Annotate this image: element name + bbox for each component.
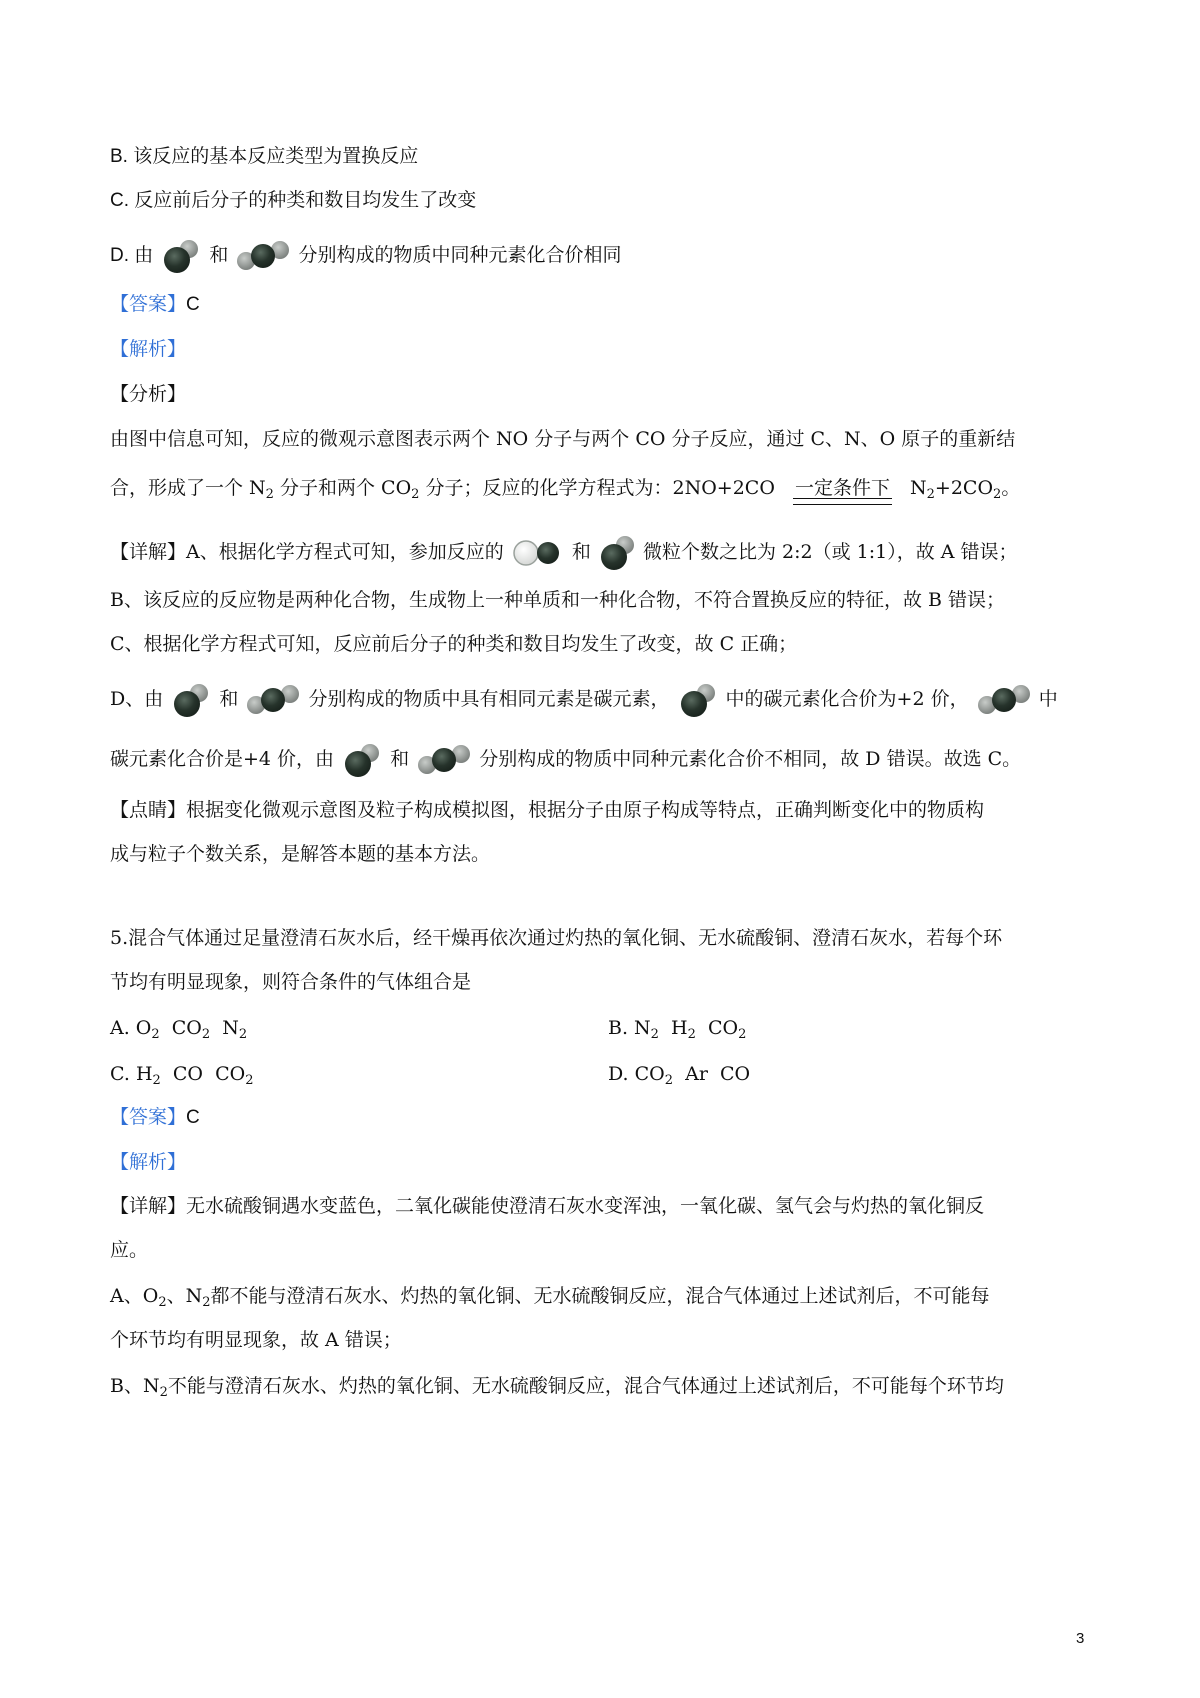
- q5-detail-a-line2: 个环节均有明显现象，故 A 错误；: [110, 1329, 402, 1351]
- q5-option-c: C. $H_2$ CO $CO_2$: [110, 1063, 254, 1088]
- co-molecule-icon: [169, 680, 213, 720]
- co-molecule-icon: [340, 740, 384, 780]
- equation-condition: 一定条件下: [795, 474, 890, 502]
- q4-dianjing-line2: 成与粒子个数关系，是解答本题的基本方法。: [110, 843, 491, 865]
- q4-answer: 【答案】C: [110, 294, 200, 315]
- q5-detail-line1: 【详解】无水硫酸铜遇水变蓝色，二氧化碳能使澄清石灰水变浑浊，一氧化碳、氢气会与灼热的氧化铜反: [110, 1195, 985, 1217]
- q5-stem-line1: 5.混合气体通过足量澄清石灰水后，经干燥再依次通过灼热的氧化铜、无水硫酸铜、澄清石灰水，若每个环: [110, 927, 1003, 949]
- co-molecule-icon: [597, 534, 637, 572]
- co2-molecule-icon: [244, 682, 302, 718]
- q5-answer: 【答案】C: [110, 1107, 200, 1128]
- q4-analysis-tag: 【解析】: [110, 339, 187, 360]
- q5-option-d: D. $CO_2$ Ar CO: [608, 1063, 751, 1088]
- q5-analysis-tag: 【解析】: [110, 1152, 187, 1173]
- q5-detail-b-line1: B、$N_2$不能与澄清石灰水、灼热的氧化铜、无水硫酸铜反应，混合气体通过上述试剂后，不可能每个环节均: [110, 1375, 1004, 1400]
- co-molecule-icon: [159, 236, 203, 276]
- q4-dianjing-line1: 【点睛】根据变化微观示意图及粒子构成模拟图，根据分子由原子构成等特点，正确判断变化中的物质构: [110, 799, 985, 821]
- q4-detail-d-line2: 碳元素化合价是+4 价，由 和 分别构成的物质中同种元素化合价不相同，故 D 错误。故选 C。: [110, 740, 1021, 780]
- q4-detail-b: B、该反应的反应物是两种化合物，生成物上一种单质和一种化合物，不符合置换反应的特征，故 B 错误；: [110, 589, 1006, 611]
- page-number: 3: [1076, 1630, 1085, 1647]
- co2-molecule-icon: [975, 682, 1033, 718]
- q4-fenxi-tag: 【分析】: [110, 383, 187, 405]
- q4-detail-c: C、根据化学方程式可知，反应前后分子的种类和数目均发生了改变，故 C 正确；: [110, 633, 798, 655]
- q4-option-b: B. 该反应的基本反应类型为置换反应: [110, 145, 419, 167]
- co2-molecule-icon: [234, 238, 292, 274]
- q4-option-d: D. 由 和 分别构成的物质中同种元素化合价相同: [110, 236, 622, 276]
- q5-detail-line2: 应。: [110, 1239, 149, 1261]
- q4-detail-d-line1: D、由 和 分别构成的物质中具有相同元素是碳元素， 中的碳元素化合价为+2 价， 中: [110, 680, 1058, 720]
- q5-stem-line2: 节均有明显现象，则符合条件的气体组合是: [110, 971, 472, 993]
- q4-detail-a: 【详解】A、根据化学方程式可知，参加反应的 和 微粒个数之比为 2:2（或 1:1），故 A 错误；: [110, 534, 1018, 572]
- q5-option-a: A. $O_2$ $CO_2$ $N_2$: [110, 1017, 248, 1042]
- no-molecule-icon: [510, 535, 566, 571]
- q4-option-c: C. 反应前后分子的种类和数目均发生了改变: [110, 189, 477, 211]
- q5-option-b: B. $N_2$ $H_2$ $CO_2$: [608, 1017, 747, 1042]
- q4-fenxi-line1: 由图中信息可知，反应的微观示意图表示两个 NO 分子与两个 CO 分子反应，通过 C、N、O 原子的重新结: [110, 428, 1016, 450]
- co-molecule-icon: [676, 680, 720, 720]
- q5-detail-a-line1: A、$O_2$、$N_2$都不能与澄清石灰水、灼热的氧化铜、无水硫酸铜反应，混合气体通过上述试剂后，不可能每: [110, 1285, 990, 1310]
- co2-molecule-icon: [415, 742, 473, 778]
- q4-fenxi-line2: 合，形成了一个 $N_2$ 分子和两个 $CO_2$ 分子；反应的化学方程式为：2NO+2CO 一定条件下 $N_2+2CO_2$。: [110, 474, 1020, 502]
